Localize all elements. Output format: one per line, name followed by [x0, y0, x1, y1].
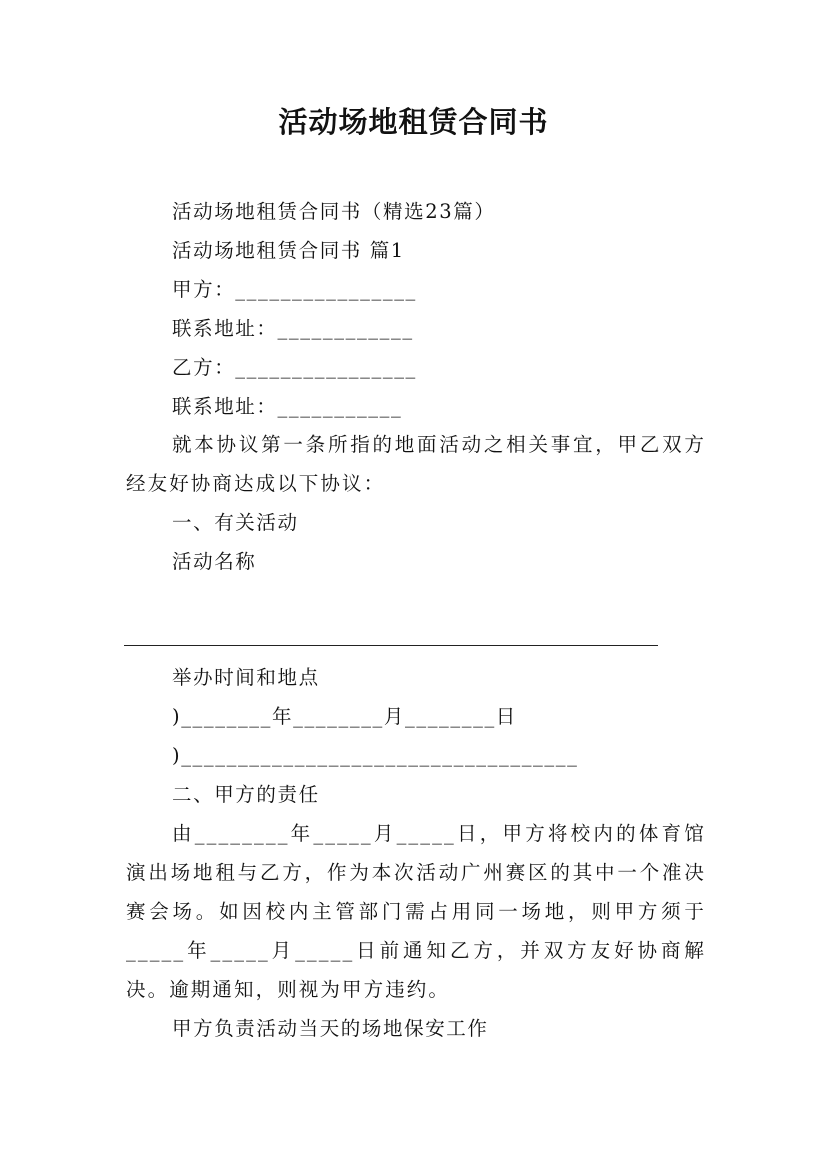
document-title: 活动场地租赁合同书	[278, 105, 549, 139]
party-a-line: 甲方：________________	[172, 278, 417, 301]
time-place-label: 举办时间和地点	[172, 666, 320, 689]
subtitle-line: 活动场地租赁合同书（精选23篇）	[172, 200, 496, 223]
agreement-intro-paragraph: 就本协议第一条所指的地面活动之相关事宜，甲乙双方经友好协商达成以下协议：	[126, 433, 706, 495]
security-duty-line: 甲方负责活动当天的场地保安工作	[172, 1017, 489, 1040]
party-a-address-line: 联系地址：____________	[172, 317, 414, 340]
party-b-address-line: 联系地址：___________	[172, 395, 403, 418]
party-b-line: 乙方：________________	[172, 356, 417, 379]
clause-two-heading: 二、甲方的责任	[172, 783, 320, 806]
place-blank-line: )___________________________________	[172, 744, 579, 767]
section-heading-line: 活动场地租赁合同书 篇1	[172, 239, 405, 262]
party-a-duty-paragraph: 由________年_____月_____日，甲方将校内的体育馆演出场地租与乙方，作为本次活动广州赛区的其中一个准决赛会场。如因校内主管部门需占用同一场地，则甲方须于_____年_____月_____日前通知乙方，并双方友好协商解决。逾期通知，则视为甲方违约。	[126, 822, 706, 1001]
activity-name-blank	[124, 645, 658, 646]
date-blank-line: )________年________月________日	[172, 705, 517, 728]
clause-one-heading: 一、有关活动	[172, 511, 299, 534]
activity-name-label: 活动名称	[172, 550, 257, 573]
